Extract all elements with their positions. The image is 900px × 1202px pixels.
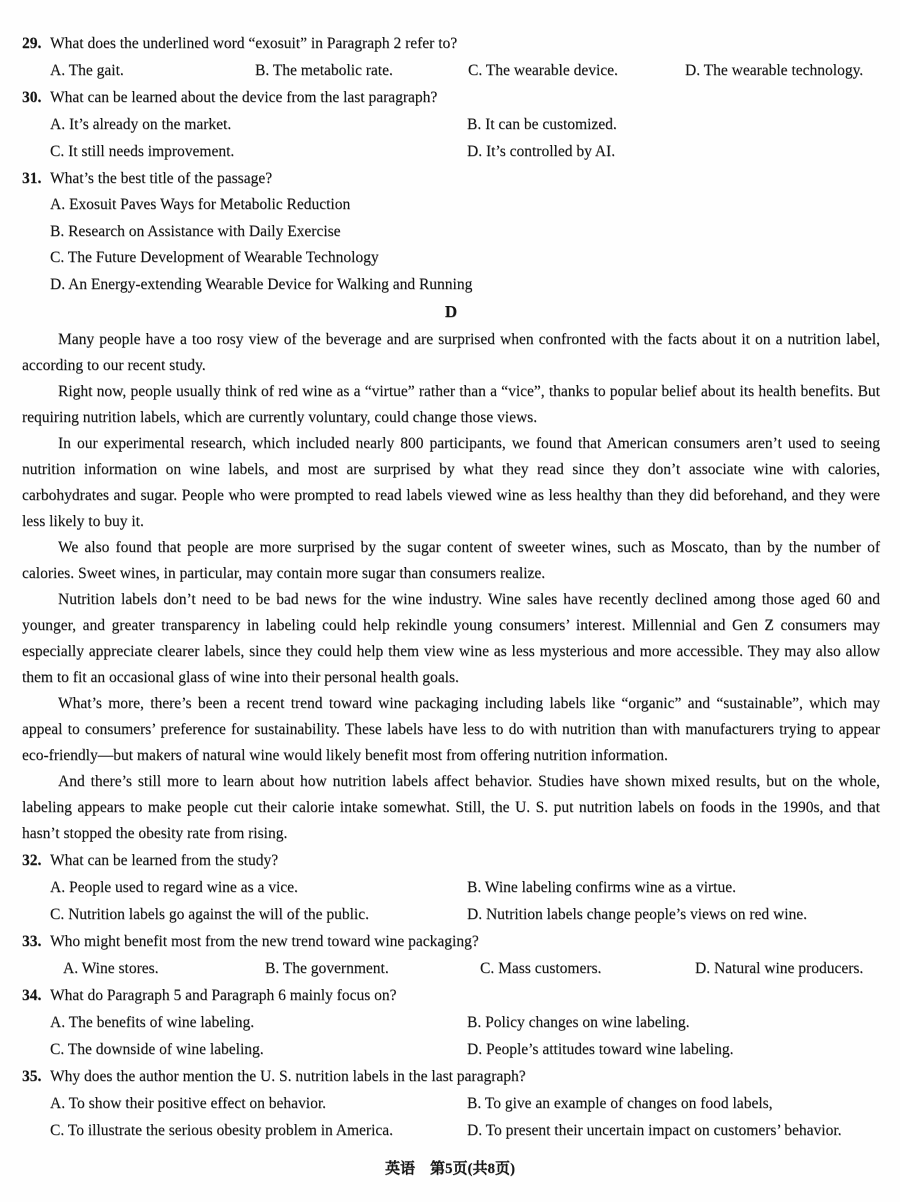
question-30-text: What can be learned about the device from the last paragraph? bbox=[50, 89, 438, 106]
question-33 bbox=[22, 928, 880, 982]
question-33-option-c: C. Mass customers. bbox=[480, 960, 602, 977]
question-31-option-d: D. An Energy-extending Wearable Device for Walking and Running bbox=[50, 275, 473, 293]
question-29-option-c: C. The wearable device. bbox=[468, 62, 618, 79]
passage-paragraph-4: We also found that people are more surprised by the sugar content of sweeter wines, such as Moscato, than by the number of calories. Sweet wines, in particular, may contain more sugar than consumers realize. bbox=[22, 539, 880, 582]
question-32-options bbox=[50, 874, 880, 928]
question-34-option-a: A. The benefits of wine labeling. bbox=[50, 1014, 255, 1031]
question-34-options bbox=[50, 1009, 880, 1063]
passage-paragraph-3: In our experimental research, which included nearly 800 participants, we found that American consumers aren’t used to seeing nutrition information on wine labels, and most are surprised by what they read since they don’t associate wine with calories, carbohydrates and sugar. People who were prompted to read labels viewed wine as less healthy than they did beforehand, and they were less likely to buy it. bbox=[22, 435, 880, 530]
question-33-options bbox=[63, 955, 880, 982]
question-34-option-b: B. Policy changes on wine labeling. bbox=[467, 1014, 690, 1031]
question-34-text: What do Paragraph 5 and Paragraph 6 mainly focus on? bbox=[50, 987, 397, 1004]
passage-paragraph-6: What’s more, there’s been a recent trend toward wine packaging including labels like “organic” and “sustainable”, which may appeal to consumers’ preference for sustainability. These labels have less to do with nutrition than with manufacturers trying to appear eco-friendly—but makers of natural wine would likely benefit most from offering nutrition information. bbox=[22, 695, 880, 764]
question-30-number: 30. bbox=[22, 89, 42, 106]
question-31 bbox=[22, 165, 880, 298]
question-29-option-b: B. The metabolic rate. bbox=[255, 62, 393, 79]
passage-paragraph-5: Nutrition labels don’t need to be bad news for the wine industry. Wine sales have recently declined among those aged 60 and younger, and greater transparency in labeling could help rekindle young consumers’ interest. Millennial and Gen Z consumers may especially appreciate clearer labels, since they could help them view wine as less mysterious and more accessible. They may also allow them to fit an occasional glass of wine into their personal health goals. bbox=[22, 591, 880, 686]
question-31-options bbox=[50, 192, 880, 298]
question-32 bbox=[22, 847, 880, 928]
reading-passage bbox=[22, 327, 880, 847]
question-31-option-c: C. The Future Development of Wearable Technology bbox=[50, 249, 379, 266]
question-33-number: 33. bbox=[22, 933, 42, 950]
question-33-text: Who might benefit most from the new trend toward wine packaging? bbox=[50, 933, 479, 950]
passage-paragraph-7: And there’s still more to learn about how nutrition labels affect behavior. Studies have shown mixed results, but on the whole, labeling appears to make people cut their calorie intake somewhat. Still, the U. S. put nutrition labels on foods in the 1990s, and that hasn’t stopped the obesity rate from rising. bbox=[22, 773, 880, 842]
question-33-option-a: A. Wine stores. bbox=[63, 960, 159, 977]
question-30-option-b: B. It can be customized. bbox=[467, 116, 617, 133]
question-32-number: 32. bbox=[22, 852, 42, 869]
question-35-option-a: A. To show their positive effect on behavior. bbox=[50, 1095, 326, 1112]
question-34-number: 34. bbox=[22, 987, 42, 1004]
question-35 bbox=[22, 1063, 880, 1144]
question-35-option-d: D. To present their uncertain impact on customers’ behavior. bbox=[467, 1122, 842, 1139]
question-35-text: Why does the author mention the U. S. nutrition labels in the last paragraph? bbox=[50, 1068, 526, 1085]
question-30-option-a: A. It’s already on the market. bbox=[50, 116, 232, 133]
page-footer bbox=[0, 1157, 900, 1178]
question-29-option-d: D. The wearable technology. bbox=[685, 62, 864, 79]
page-footer-text: 英语 第5页(共8页) bbox=[385, 1161, 515, 1177]
question-30-option-d: D. It’s controlled by AI. bbox=[467, 143, 616, 160]
question-34-option-d: D. People’s attitudes toward wine labeling. bbox=[467, 1041, 734, 1058]
question-31-option-a: A. Exosuit Paves Ways for Metabolic Reduction bbox=[50, 196, 351, 213]
question-35-option-b: B. To give an example of changes on food labels, bbox=[467, 1095, 773, 1112]
question-29-option-a: A. The gait. bbox=[50, 62, 124, 79]
question-31-text: What’s the best title of the passage? bbox=[50, 170, 273, 187]
question-35-options bbox=[50, 1090, 880, 1144]
question-31-option-b: B. Research on Assistance with Daily Exercise bbox=[50, 222, 341, 240]
question-34 bbox=[22, 982, 880, 1063]
question-32-option-c: C. Nutrition labels go against the will of the public. bbox=[50, 906, 369, 923]
question-29 bbox=[22, 30, 880, 84]
question-30 bbox=[22, 84, 880, 165]
question-32-option-d: D. Nutrition labels change people’s views on red wine. bbox=[467, 906, 808, 923]
question-32-text: What can be learned from the study? bbox=[50, 852, 279, 869]
question-29-number: 29. bbox=[22, 35, 42, 52]
question-29-text: What does the underlined word “exosuit” in Paragraph 2 refer to? bbox=[50, 35, 458, 52]
question-31-number: 31. bbox=[22, 170, 42, 187]
question-29-options bbox=[50, 57, 880, 84]
question-33-option-b: B. The government. bbox=[265, 960, 389, 977]
passage-section-label: D bbox=[444, 302, 458, 321]
question-35-number: 35. bbox=[22, 1068, 42, 1085]
question-34-option-c: C. The downside of wine labeling. bbox=[50, 1041, 264, 1058]
passage-paragraph-2: Right now, people usually think of red wine as a “virtue” rather than a “vice”, thanks to popular belief about its health benefits. But requiring nutrition labels, which are currently voluntary, could change those views. bbox=[22, 383, 880, 426]
question-30-options bbox=[50, 111, 880, 165]
question-32-option-b: B. Wine labeling confirms wine as a virtue. bbox=[467, 879, 736, 896]
question-33-option-d: D. Natural wine producers. bbox=[695, 960, 864, 977]
question-35-option-c: C. To illustrate the serious obesity problem in America. bbox=[50, 1122, 394, 1139]
passage-paragraph-1: Many people have a too rosy view of the beverage and are surprised when confronted with the facts about it on a nutrition label, according to our recent study. bbox=[22, 331, 880, 374]
question-30-option-c: C. It still needs improvement. bbox=[50, 143, 235, 160]
question-32-option-a: A. People used to regard wine as a vice. bbox=[50, 879, 298, 896]
